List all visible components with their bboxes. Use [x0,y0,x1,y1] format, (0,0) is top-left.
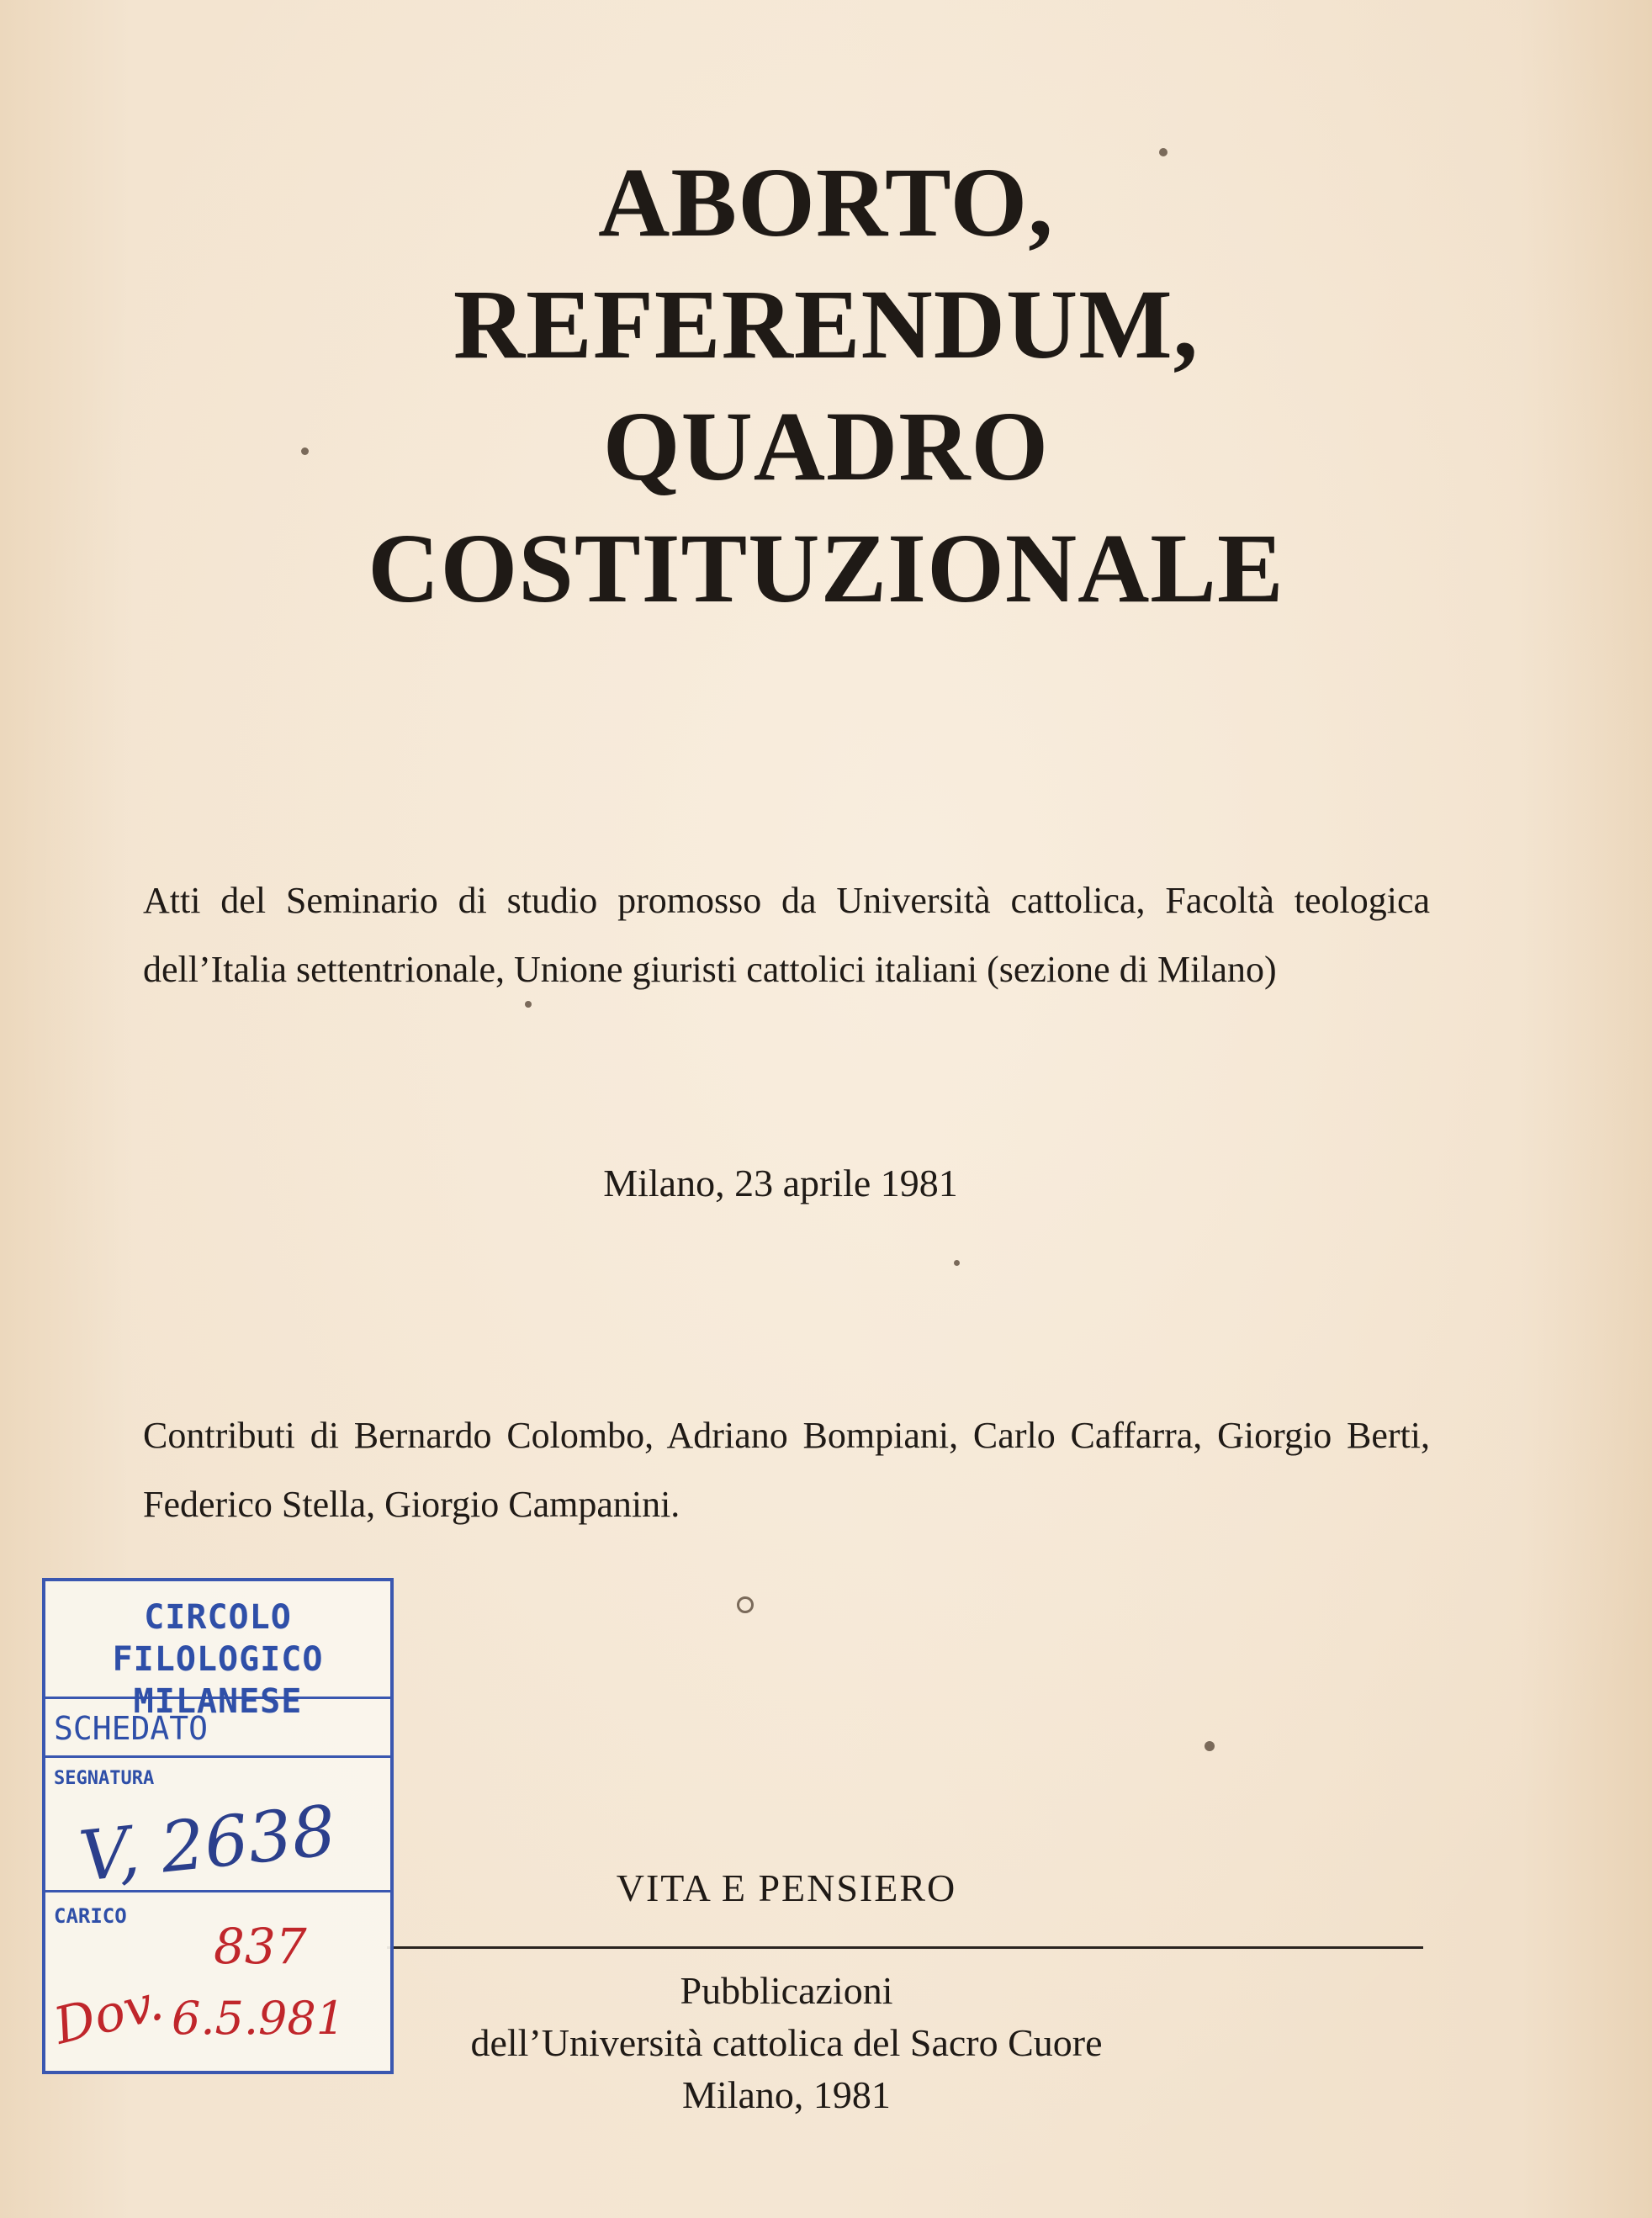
publication-info [395,1965,1178,2121]
paper-speck [1205,1741,1215,1751]
contributors-list: Contributi di Bernardo Colombo, Adriano Bompiani, Carlo Caffarra, Giorgio Berti, Federico Stella, Giorgio Campanini. [143,1415,1430,1525]
paper-speck [737,1596,754,1613]
publisher-divider [387,1946,1423,1949]
stamp-segnatura-label: SEGNATURA [54,1768,155,1789]
publication-line-1: Pubblicazioni [680,1969,893,2012]
title-line-3: QUADRO [602,391,1050,501]
title-line-1: ABORTO, [598,147,1054,257]
library-stamp [42,1578,394,2074]
stamp-carico-label: CARICO [54,1904,127,1928]
paper-speck [525,1001,532,1008]
paper-speck [301,447,309,455]
book-title [0,141,1652,629]
stamp-carico [45,1892,390,2074]
stamp-line-1: CIRCOLO FILOLOGICO [112,1598,324,1679]
publication-line-2: dell’Università cattolica del Sacro Cuore [470,2021,1103,2064]
seminar-date: Milano, 23 aprile 1981 [603,1162,958,1204]
stamp-schedato: SCHEDATO [45,1699,390,1758]
title-line-2: REFERENDUM, [453,269,1199,379]
stamp-line-2: MILANESE [133,1682,303,1721]
stamp-carico-number: 837 [214,1918,307,1975]
publisher-name: VITA E PENSIERO [616,1866,957,1909]
stamp-carico-signature: Dov. [48,1972,169,2057]
stamp-library-name [45,1581,390,1721]
publication-line-3: Milano, 1981 [682,2073,891,2116]
stamp-segnatura [45,1758,390,1898]
paper-speck [954,1260,960,1266]
stamp-segnatura-value: V, 2638 [75,1791,340,1898]
title-line-4: COSTITUZIONALE [368,513,1284,623]
stamp-carico-date: 6.5.981 [172,1992,346,2045]
seminar-description: Atti del Seminario di studio promosso da Università cattolica, Facoltà teologica dell’Italia settentrionale, Unione giuristi cattolici italiani (sezione di Milano) [143,880,1430,990]
paper-speck [1159,148,1168,156]
